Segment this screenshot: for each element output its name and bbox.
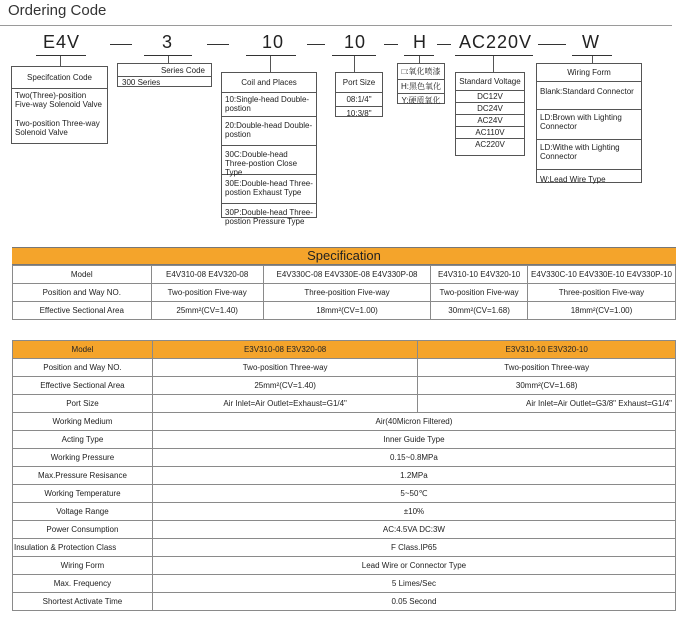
row-label: Power Consumption [13,521,153,539]
wiring-form-item: LD:Brown with Lighting Connector [537,109,641,139]
connector-line [60,56,61,66]
port-size-item: 10:3/8" [336,106,382,120]
code-separator [437,44,451,45]
wiring-form-item: LD:Withe with Lighting Connector [537,139,641,169]
table-row [13,395,676,413]
table-cell: Air Inlet=Air Outlet=G3/8" Exhaust=G1/4" [418,395,676,413]
code-segment-coil: 10 [262,32,285,52]
wiring-form-item: W:Lead Wire Type [537,169,641,186]
series-code-item: 300 Series [118,76,211,88]
wiring-form-item: Blank:Standard Connector [537,81,641,109]
table-row [13,557,676,575]
row-label: Wiring Form [13,557,153,575]
row-label: Working Temperature [13,485,153,503]
table-cell: 1.2MPa [152,467,675,485]
specification-title: Specification [12,247,676,265]
series-code-header: Series Code [160,66,205,75]
table-cell: Two-position Five-way [431,284,528,302]
row-label: Acting Type [13,431,153,449]
voltage-item: AC220V [456,138,524,150]
table-cell: 0.15~0.8MPa [152,449,675,467]
table-cell: 5~50℃ [152,485,675,503]
finish-item: □:氧化喷漆 [401,67,441,76]
row-label: Effective Sectional Area [13,302,152,320]
table-cell: 30mm²(CV=1.68) [431,302,528,320]
table-cell: ±10% [152,503,675,521]
table-cell: Air Inlet=Air Outlet=Exhaust=G1/4" [152,395,418,413]
finish-item: Y:硬质氧化 [398,93,444,107]
row-label: Port Size [13,395,153,413]
table-cell: E3V310-10 E3V320-10 [418,341,676,359]
table-row [13,449,676,467]
table-row [13,467,676,485]
code-separator [110,44,132,45]
code-separator [538,44,566,45]
spec-table-e4v [12,265,676,320]
row-label: Position and Way NO. [13,359,153,377]
voltage-header: Standard Voltage [459,77,521,86]
row-label: Effective Sectional Area [13,377,153,395]
coil-places-header: Coil and Places [241,78,297,87]
table-row [13,521,676,539]
table-row [13,575,676,593]
port-size-box [335,72,383,117]
connector-line [493,56,494,72]
table-row [13,431,676,449]
table-row [13,539,676,557]
table-cell: F Class.IP65 [152,539,675,557]
title-divider [0,25,672,26]
row-label: Working Medium [13,413,153,431]
spec-code-header: Specifcation Code [27,73,92,82]
coil-places-item: 30C:Double-head Three-postion Close Type [222,145,316,174]
connector-line [168,56,169,63]
coil-places-box [221,72,317,226]
table-cell: 25mm²(CV=1.40) [152,377,418,395]
spec-table-e3v [12,340,676,611]
voltage-item: AC24V [456,114,524,126]
page-title: Ordering Code [8,2,107,19]
table-cell: Inner Guide Type [152,431,675,449]
connector-line [592,56,593,63]
coil-places-item: 10:Single-head Double-postion [222,92,316,116]
port-size-item: 08:1/4" [336,92,382,106]
table-cell: 18mm²(CV=1.00) [263,302,430,320]
code-segment-spec: E4V [43,32,81,52]
coil-places-item: 30E:Double-head Three-postion Exhaust Type [222,174,316,203]
table-cell: 25mm²(CV=1.40) [151,302,263,320]
table-cell: E4V310-10 E4V320-10 [431,266,528,284]
table-cell: 0.05 Second [152,593,675,611]
coil-places-item: 30P:Double-head Three-postion Pressure Type [222,203,316,228]
table-row [13,302,676,320]
series-code-box [117,63,212,87]
table-cell: 18mm²(CV=1.00) [527,302,675,320]
table-cell: E4V310-08 E4V320-08 [151,266,263,284]
spec-code-item: Two(Three)-position Five-way Solenoid Valve [12,88,107,117]
table-row [13,284,676,302]
table-cell: Three-position Five-way [527,284,675,302]
voltage-box [455,72,525,156]
table-cell: AC:4.5VA DC:3W [152,521,675,539]
code-segment-port: 10 [344,32,367,52]
row-label: Position and Way NO. [13,284,152,302]
table-cell: Lead Wire or Connector Type [152,557,675,575]
row-label: Max. Frequency [13,575,153,593]
table-row [13,266,676,284]
code-segment-finish: H [413,32,427,52]
finish-item: H:黑色氧化 [398,79,444,93]
connector-line [270,56,271,72]
code-separator [207,44,229,45]
row-label: Working Pressure [13,449,153,467]
row-label: Max.Pressure Resisance [13,467,153,485]
table-row [13,413,676,431]
row-label: Insulation & Protection Class [13,539,153,557]
table-row [13,341,676,359]
table-row [13,359,676,377]
table-row [13,377,676,395]
table-cell: Two-position Three-way [152,359,418,377]
wiring-form-header: Wiring Form [567,68,611,77]
table-row [13,503,676,521]
row-label: Model [13,341,153,359]
table-cell: Two-position Five-way [151,284,263,302]
code-underline [246,55,296,56]
spec-code-box [11,66,108,144]
voltage-item: AC110V [456,126,524,138]
row-label: Model [13,266,152,284]
table-cell: 30mm²(CV=1.68) [418,377,676,395]
code-segment-wiring: W [582,32,600,52]
table-cell: E4V330C-10 E4V330E-10 E4V330P-10 [527,266,675,284]
wiring-form-box [536,63,642,183]
code-underline [36,55,86,56]
row-label: Voltage Range [13,503,153,521]
voltage-item: DC24V [456,102,524,114]
coil-places-item: 20:Double-head Double-postion [222,116,316,145]
connector-line [419,56,420,63]
finish-box [397,63,445,104]
code-underline [455,55,533,56]
port-size-header: Port Size [342,78,376,87]
table-cell: E3V310-08 E3V320-08 [152,341,418,359]
table-row [13,593,676,611]
connector-line [354,56,355,72]
code-segment-series: 3 [162,32,174,52]
voltage-item: DC12V [456,90,524,102]
table-row [13,485,676,503]
spec-code-item: Two-position Three-way Solenoid Valve [15,119,100,137]
table-cell: Air(40Micron Filtered) [152,413,675,431]
table-cell: 5 Limes/Sec [152,575,675,593]
code-separator [307,44,325,45]
row-label: Shortest Activate Time [13,593,153,611]
table-cell: Two-position Three-way [418,359,676,377]
table-cell: E4V330C-08 E4V330E-08 E4V330P-08 [263,266,430,284]
code-segment-voltage: AC220V [459,32,533,52]
code-separator [384,44,398,45]
table-cell: Three-position Five-way [263,284,430,302]
